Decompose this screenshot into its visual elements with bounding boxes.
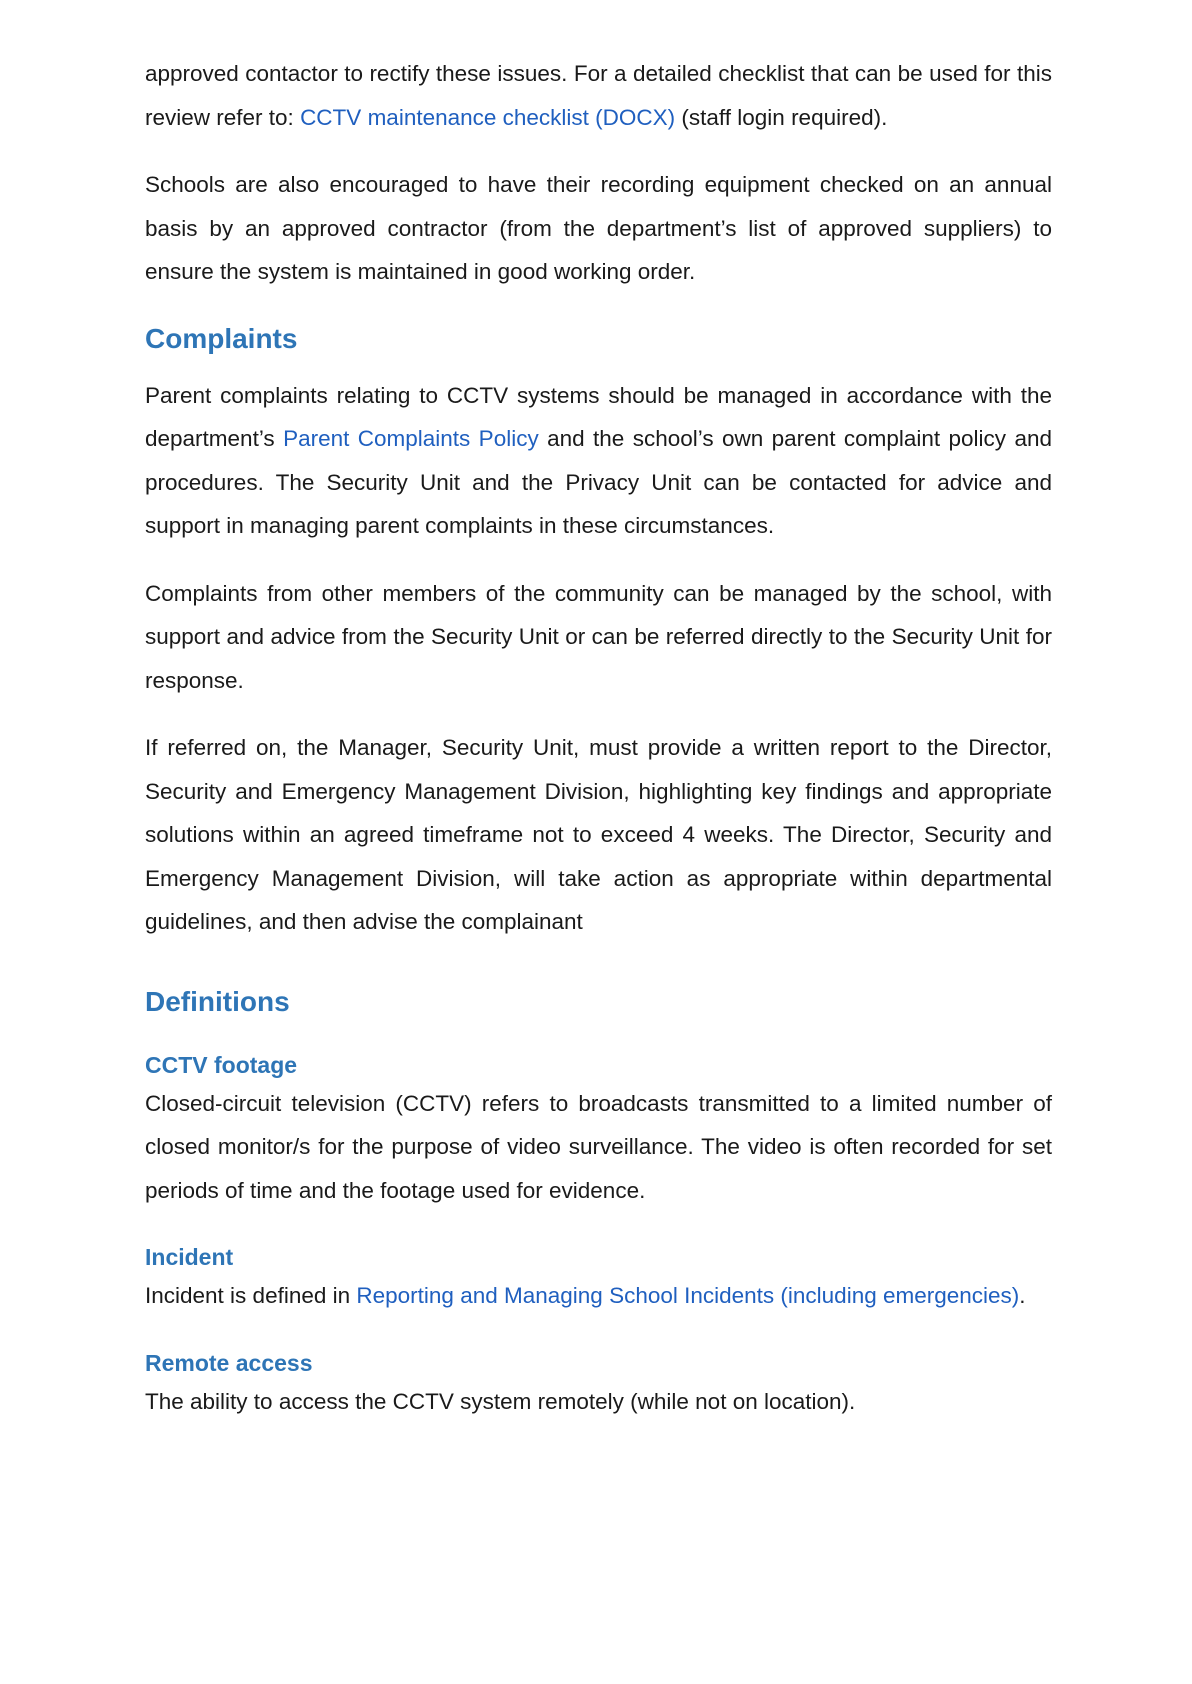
parent-complaints-paragraph	[145, 374, 1052, 548]
document-page	[145, 52, 1052, 1423]
cctv-maintenance-checklist-link[interactable]: CCTV maintenance checklist (DOCX)	[300, 104, 676, 130]
community-complaints-paragraph: Complaints from other members of the community can be managed by the school, with support and advice from the Security Unit or can be referred directly to the Security Unit for response.	[145, 580, 1052, 693]
remote-access-definition: The ability to access the CCTV system remotely (while not on location).	[145, 1388, 856, 1414]
cctv-footage-definition: Closed-circuit television (CCTV) refers to broadcasts transmitted to a limited number of closed monitor/s for the purpose of video surveillance. The video is often recorded for set periods of time and the footage used for evidence.	[145, 1090, 1052, 1203]
incident-definition	[145, 1274, 1052, 1318]
incident-text-end: .	[1019, 1283, 1026, 1308]
reporting-managing-incidents-link[interactable]: Reporting and Managing School Incidents (including emergencies)	[356, 1283, 1020, 1308]
maintenance-paragraph	[145, 52, 1052, 139]
parent-complaints-text-start: Parent complaints relating to CCTV systems should be managed in accordance with the department’s	[145, 382, 1052, 451]
maintenance-text-end: (staff login required).	[675, 104, 888, 130]
remote-access-term: Remote access	[145, 1349, 313, 1376]
parent-complaints-policy-link[interactable]: Parent Complaints Policy	[283, 426, 539, 451]
complaints-heading: Complaints	[145, 322, 298, 354]
annual-check-paragraph: Schools are also encouraged to have their recording equipment checked on an annual basis by an approved contractor (from the department’s list of approved suppliers) to ensure the system is maintained in good working order.	[145, 172, 1052, 284]
parent-complaints-text-end: and the school’s own parent complaint policy and procedures. The Security Unit and the Privacy Unit can be contacted for advice and support in managing parent complaints in these circumstances.	[145, 426, 1052, 538]
incident-text-start: Incident is defined in	[145, 1283, 357, 1308]
referral-paragraph: If referred on, the Manager, Security Unit, must provide a written report to the Director, Security and Emergency Management Division, highlighting key findings and appropriate solutions within an agreed timeframe not to exceed 4 weeks. The Director, Security and Emergency Management Division, will take action as appropriate within departmental guidelines, and then advise the complainant	[145, 735, 1052, 934]
maintenance-text-start: approved contactor to rectify these issues. For a detailed checklist that can be used for this review refer to:	[145, 61, 1052, 130]
cctv-footage-term: CCTV footage	[145, 1051, 298, 1078]
definitions-heading: Definitions	[145, 985, 290, 1017]
incident-term: Incident	[145, 1244, 234, 1270]
